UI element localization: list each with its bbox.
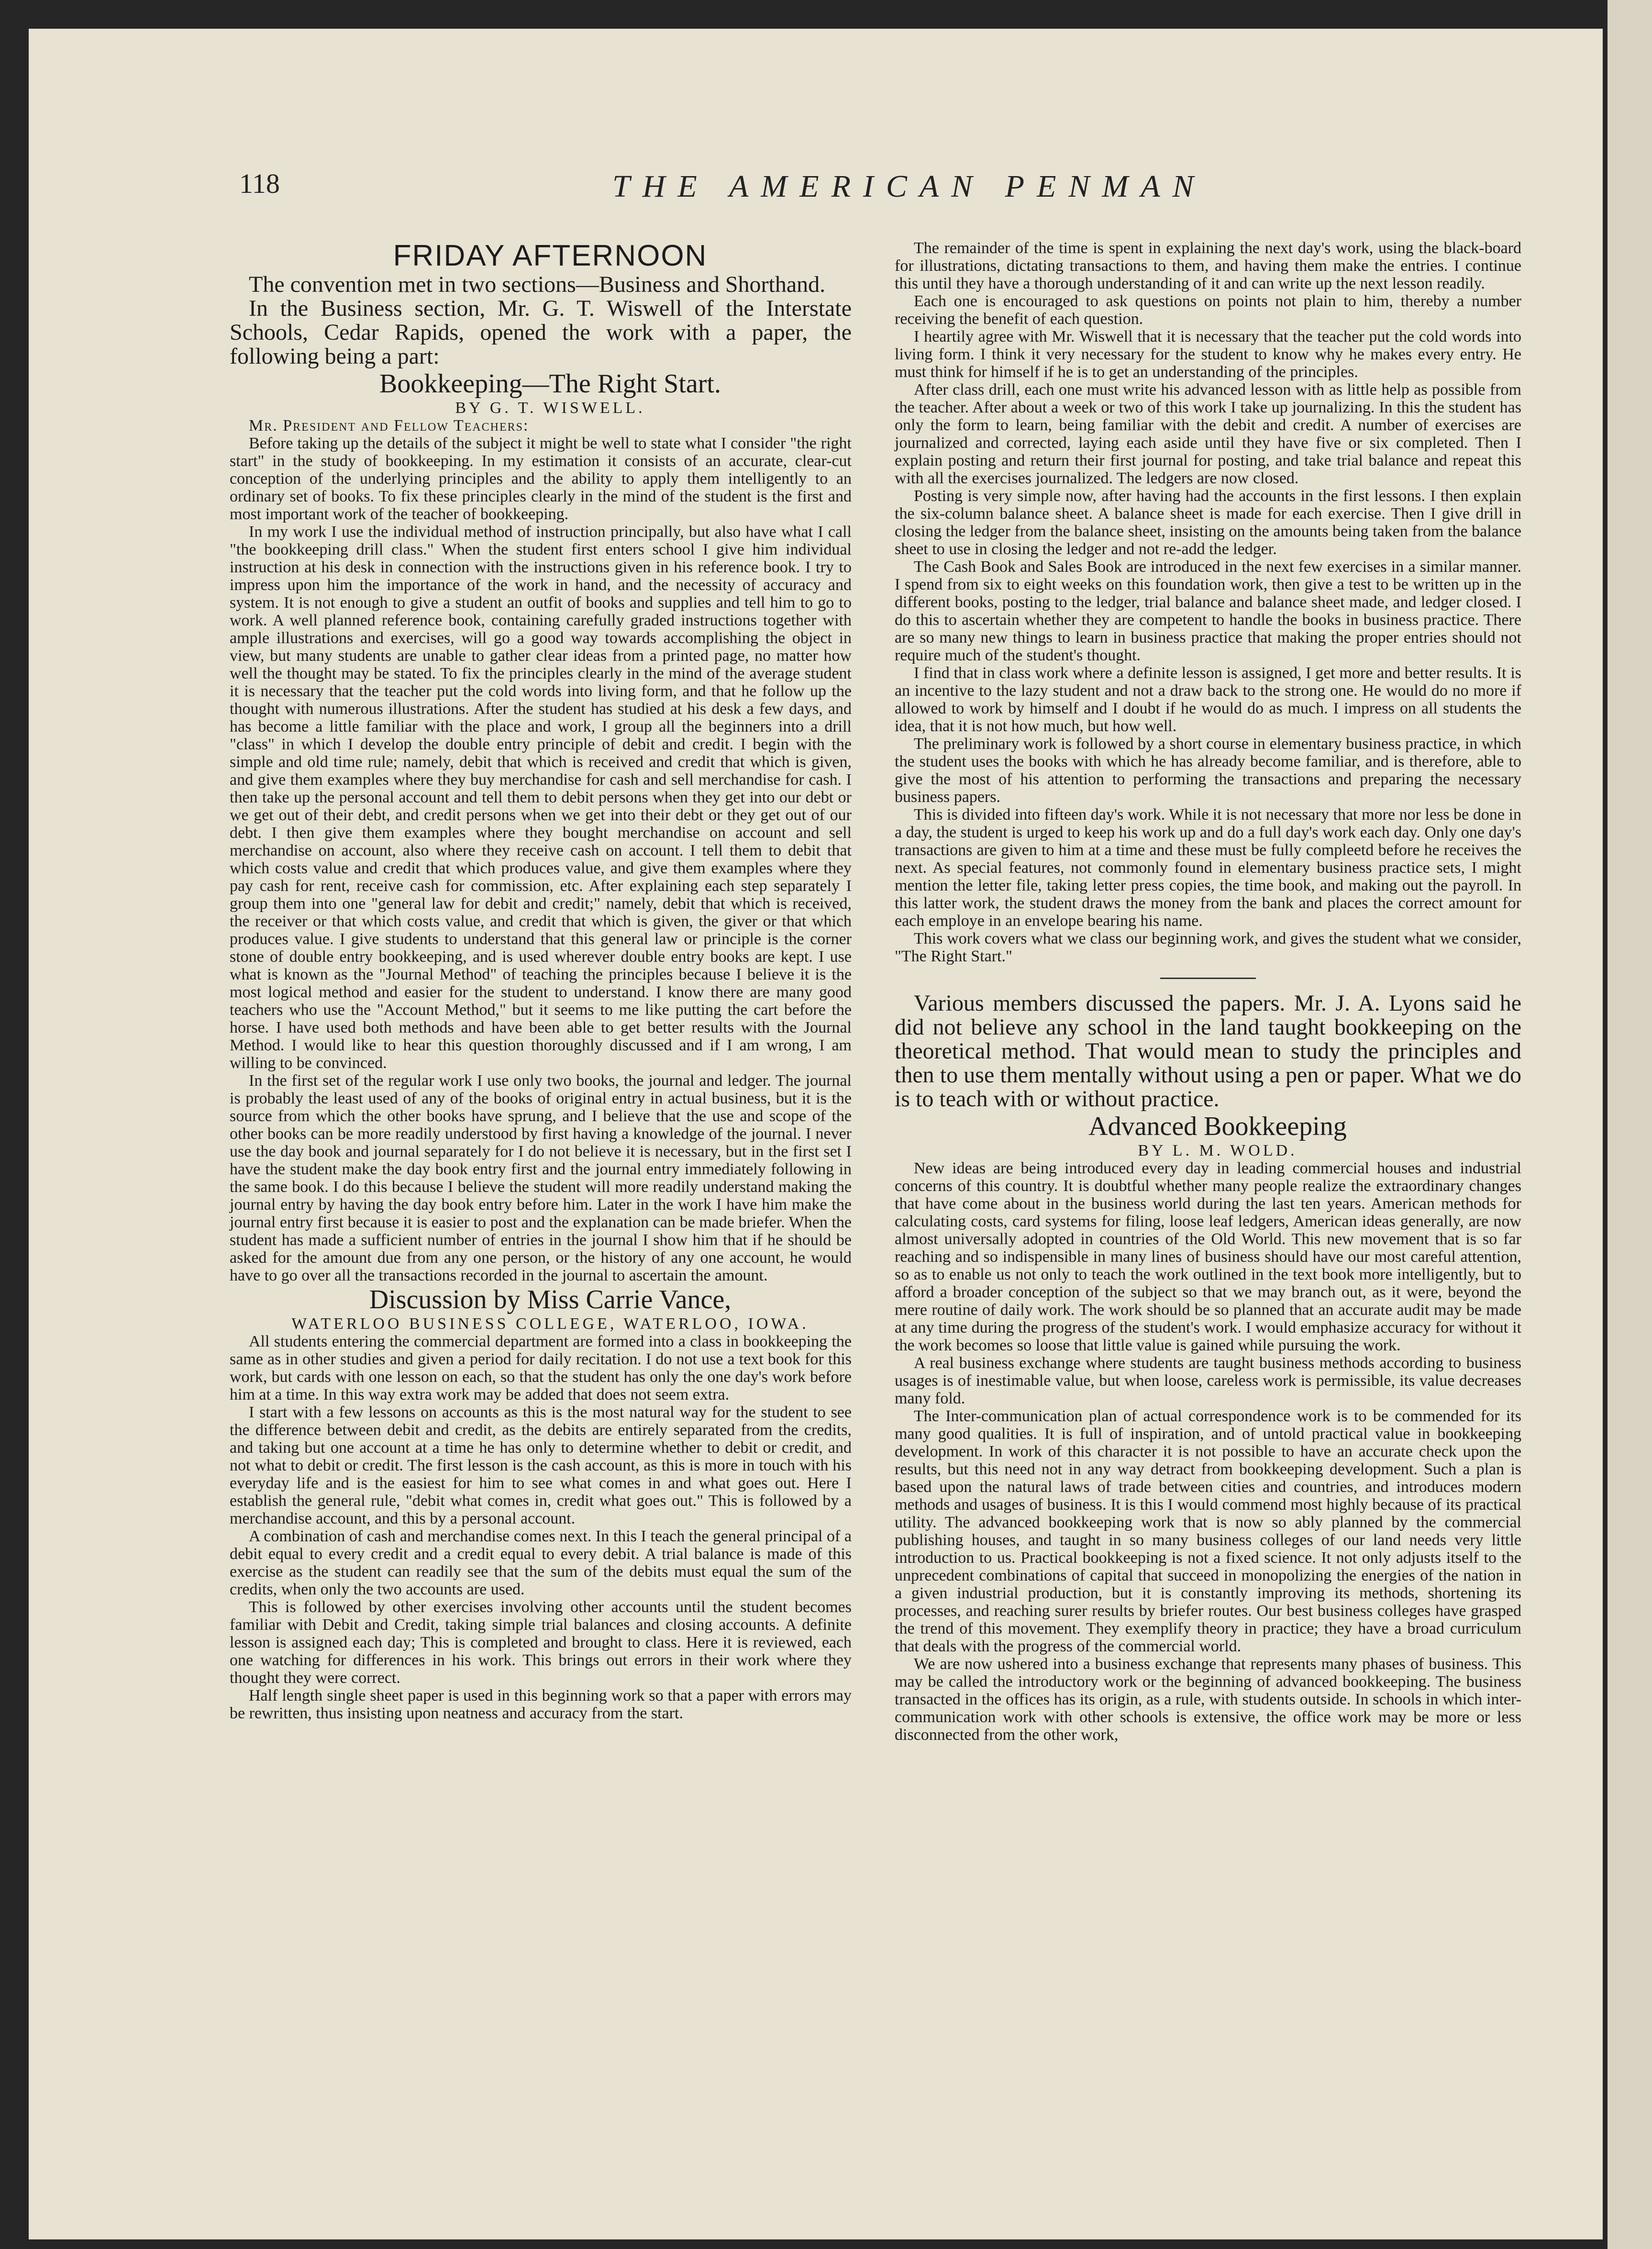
bookkeeping-right-start-title: Bookkeeping—The Right Start.	[379, 369, 721, 399]
wold-byline: BY L. M. WOLD.	[1138, 1142, 1297, 1159]
friday-paragraph: In the Business section, Mr. G. T. Wiswell of the Interstate Schools, Cedar Rapids, opened the work with a paper, the following being a part:	[230, 296, 852, 369]
advanced-bookkeeping-title: Advanced Bookkeeping	[1088, 1112, 1347, 1141]
left-column	[230, 239, 852, 1722]
discussion-title: Discussion by Miss Carrie Vance,	[369, 1285, 732, 1314]
section-divider	[1160, 978, 1256, 979]
article-paragraph: All students entering the commercial department are formed into a class in bookkeeping the same as in other studies and given a period for daily recitation. I do not use a text book for this work, but cards with one lesson on each, so that the student has only the one day's work before him at a time. In this way extra work may be added that does not seem extra.	[230, 1333, 852, 1403]
wiswell-byline: BY G. T. WISWELL.	[455, 399, 645, 417]
running-title: THE AMERICAN PENMAN	[612, 169, 1206, 204]
article-paragraph: Half length single sheet paper is used in this beginning work so that a paper with errors may be rewritten, thus insisting upon neatness and accuracy from the start.	[230, 1687, 852, 1722]
article-paragraph: The Cash Book and Sales Book are introduced in the next few exercises in a similar manner. I spend from six to eight weeks on this foundation work, then give a test to be written up in the different books, posting to the ledger, trial balance and balance sheet made, and ledger closed. I do this to ascertain whether they are competent to handle the books in business practice. There are so many new things to learn in business practice that making the proper entries should not require much of the student's thought.	[895, 558, 1521, 664]
page-number: 118	[239, 168, 280, 199]
article-paragraph: A real business exchange where students are taught business methods according to business usages is of inestimable value, but when loose, careless work is permissible, its value decreases many fold.	[895, 1354, 1521, 1407]
article-paragraph: The preliminary work is followed by a short course in elementary business practice, in which the student uses the books with which he has already become familiar, and is therefore, able to give the most of his attention to performing the transactions and preparing the necessary business papers.	[895, 735, 1521, 806]
right-column	[895, 239, 1521, 1744]
article-paragraph: I heartily agree with Mr. Wiswell that it is necessary that the teacher put the cold words into living form. I think it very necessary for the student to know why he makes every entry. He must think for himself if he is to get an understanding of the principles.	[895, 328, 1521, 381]
article-paragraph: The Inter-communication plan of actual correspondence work is to be commended for its many good qualities. It is full of inspiration, and of untold practical value in bookkeeping development. In work of this character it is not possible to have an accurate check upon the results, but this need not in any way detract from bookkeeping development. Such a plan is based upon the natural laws of trade between cities and countries, and introduces modern methods and usages of business. It is this I would commend most highly because of its practical utility. The advanced bookkeeping work that is now so ably planned by the commercial publishing houses, and taught in so many business colleges of our land needs very little introduction to us. Practical bookkeeping is not a fixed science. It not only adjusts itself to the unprecedent combinations of capital that succeed in monopolizing the energies of the nation in a given industrial production, but it is constantly improving its methods, shortening its processes, and reaching surer results by briefer routes. Our best business colleges have grasped the trend of this movement. They exemplify theory in practice; they have a broad curriculum that deals with the progress of the commercial world.	[895, 1407, 1521, 1655]
salutation: Mr. President and Fellow Teachers:	[249, 417, 529, 434]
article-paragraph: The remainder of the time is spent in explaining the next day's work, using the black-board for illustrations, dictating transactions to them, and having them make the entries. I continue this until they have a thorough understanding of it and can write up the next lesson readily.	[895, 239, 1521, 292]
friday-paragraph: The convention met in two sections—Business and Shorthand.	[249, 272, 826, 297]
article-paragraph: This is followed by other exercises involving other accounts until the student becomes familiar with Debit and Credit, taking simple trial balances and closing accounts. A definite lesson is assigned each day; This is completed and brought to class. Here it is reviewed, each one watching for differences in his work. This brings out errors in their work where they thought they were correct.	[230, 1598, 852, 1687]
article-paragraph: Before taking up the details of the subject it might be well to state what I consider "the right start" in the study of bookkeeping. In my estimation it consists of an accurate, clear-cut conception of the underlying principles and the ability to apply them intelligently to an ordinary set of books. To fix these principles clearly in the mind of the student is the first and most important work of the teacher of bookkeeping.	[230, 434, 852, 523]
article-paragraph: A combination of cash and merchandise comes next. In this I teach the general principal of a debit equal to every credit and a credit equal to every debit. A trial balance is made of this exercise as the student can readily see that the sum of the debits must equal the sum of the credits, when only the two accounts are used.	[230, 1527, 852, 1598]
article-paragraph: I find that in class work where a definite lesson is assigned, I get more and better results. It is an incentive to the lazy student and not a draw back to the strong one. He would do no more if allowed to work by himself and I doubt if he would do as much. I impress on all students the idea, that it is not how much, but how well.	[895, 664, 1521, 735]
scan-edge	[1608, 0, 1652, 2249]
article-paragraph: After class drill, each one must write his advanced lesson with as little help as possible from the teacher. After about a week or two of this work I take up journalizing. In this the student has only the form to learn, being familiar with the debit and credit. A number of exercises are journalized and corrected, laying each aside until they have five or six completed. Then I explain posting and return their first journal for posting, and take trial balance and repeat this with all the exercises journalized. The ledgers are now closed.	[895, 381, 1521, 487]
journal-page	[29, 29, 1603, 2239]
article-paragraph: Each one is encouraged to ask questions on points not plain to him, thereby a number receiving the benefit of each question.	[895, 292, 1521, 328]
article-paragraph: I start with a few lessons on accounts as this is the most natural way for the student to see the difference between debit and credit, as the debits are entirely separated from the credits, and taking but one account at a time he has only to determine whether to debit or credit, and not what to debit or credit. The first lesson is the cash account, as this is more in touch with his everyday life and is the easiest for him to see what comes in and what goes out. Here I establish the general rule, "debit what comes in, credit what goes out." This is followed by a merchandise account, and this by a personal account.	[230, 1403, 852, 1527]
article-paragraph: We are now ushered into a business exchange that represents many phases of business. This may be called the introductory work or the beginning of advanced bookkeeping. The business transacted in the offices has its origin, as a rule, with students outside. In schools in which inter-communication work with other schools is extensive, the office work may be more or less disconnected from the other work,	[895, 1655, 1521, 1744]
article-paragraph: This is divided into fifteen day's work. While it is not necessary that more nor less be done in a day, the student is urged to keep his work up and do a full day's work each day. Only one day's transactions are given to him at a time and these must be fully compleetd before he receives the next. As special features, not commonly found in elementary business practice sets, I might mention the letter file, taking letter press copies, the time book, and making out the payroll. In this latter work, the student draws the money from the bank and places the correct amount for each employe in an envelope bearing his name.	[895, 806, 1521, 930]
article-paragraph: This work covers what we class our beginning work, and gives the student what we consider, "The Right Start."	[895, 930, 1521, 965]
article-paragraph: In the first set of the regular work I use only two books, the journal and ledger. The journal is probably the least used of any of the books of original entry in actual business, but it is the source from which the other books have sprung, and I believe that the use and scope of the other books can be more readily understood by first having a knowledge of the journal. I never use the day book and journal separately for I do not believe it is necessary, but in the first set I have the student make the day book entry first and the journal entry immediately following in the same book. I do this because I believe the student will more readily understand making the journal entry by having the day book entry before him. Later in the work I have him make the journal entry first because it is easier to post and the explanation can be made briefer. When the student has made a sufficient number of entries in the journal I show him that if he should be asked for the amount due from any one person, or the history of any one account, he would have to go over all the transactions recorded in the journal to ascertain the amount.	[230, 1072, 852, 1284]
article-paragraph: Posting is very simple now, after having had the accounts in the first lessons. I then explain the six-column balance sheet. A balance sheet is made for each exercise. Then I give drill in closing the ledger from the balance sheet, insisting on the amounts being taken from the balance sheet to use in closing the ledger and not re-add the ledger.	[895, 487, 1521, 558]
article-paragraph: In my work I use the individual method of instruction principally, but also have what I call "the bookkeeping drill class." When the student first enters school I give him individual instruction at his desk in connection with the instructions given in his reference book. I try to impress upon him the importance of the work in hand, and the necessity of accuracy and system. It is not enough to give a student an outfit of books and supplies and tell him to go to work. A well planned reference book, containing carefully graded instructions together with ample illustrations and exercises, will go a good way towards accomplishing the object in view, but many students are unable to gather clear ideas from a printed page, no matter how well the thought may be stated. To fix the principles clearly in the mind of the average student it is necessary that the teacher put the cold words into living form, and that he follow up the thought with numerous illustrations. After the student has studied at his desk a few days, and has become a little familiar with the place and work, I group all the beginners into a drill "class" in which I develop the double entry principle of debit and credit. I begin with the simple and old time rule; namely, debit that which is received and credit that which is given, and give them examples where they buy merchandise for cash and sell merchandise for cash. I then take up the personal account and tell them to debit persons when they get into our debt or we get out of their debt, and credit persons when we get into their debt or they get out of our debt. I then give them examples where they bought merchandise on account and sell merchandise on account, also where they receive cash on account. I tell them to debit that which costs value and credit that which produces value, and give them examples where they pay cash for rent, receive cash for commission, etc. After explaining each step separately I group them into one "general law for debit and credit;" namely, debit that which is received, the receiver or that which costs value, and credit that which is given, the giver or that which produces value. I give students to understand that this general law or principle is the corner stone of double entry bookkeeping, and is used wherever double entry books are kept. I use what is known as the "Journal Method" of teaching the principles because I believe it is the most logical method and easier for the student to understand. I know there are many good teachers who use the "Account Method," but it seems to me like putting the cart before the horse. I have used both methods and have been able to get better results with the Journal Method. I would like to hear this question thoroughly discussed and if I am wrong, I am willing to be convinced.	[230, 523, 852, 1072]
article-paragraph: New ideas are being introduced every day in leading commercial houses and industrial concerns of this country. It is doubtful whether many people realize the extraordinary changes that have come about in the business world during the last ten years. American methods for calculating costs, card systems for filing, loose leaf ledgers, American ideas generally, are now almost universally adopted in countries of the Old World. This new movement that is so far reaching and so indispensible in many lines of business should have our most careful attention, so as to enable us not only to teach the work outlined in the text book more intelligently, but to afford a broader conception of the subject so that we may branch out, as it were, beyond the mere routine of daily work. The work should be so planned that an accurate audit may be made at any time during the progress of the student's work. I would emphasize accuracy for without it the work becomes so loose that little value is gained while pursuing the work.	[895, 1159, 1521, 1354]
discussion-school: WATERLOO BUSINESS COLLEGE, WATERLOO, IOWA.	[291, 1315, 809, 1333]
friday-afternoon-heading: FRIDAY AFTERNOON	[393, 239, 708, 272]
discussion-summary: Various members discussed the papers. Mr. J. A. Lyons said he did not believe any school in the land taught bookkeeping on the theoretical method. That would mean to study the principles and then to use them mentally without using a pen or paper. What we do is to teach with or without practice.	[895, 991, 1521, 1112]
